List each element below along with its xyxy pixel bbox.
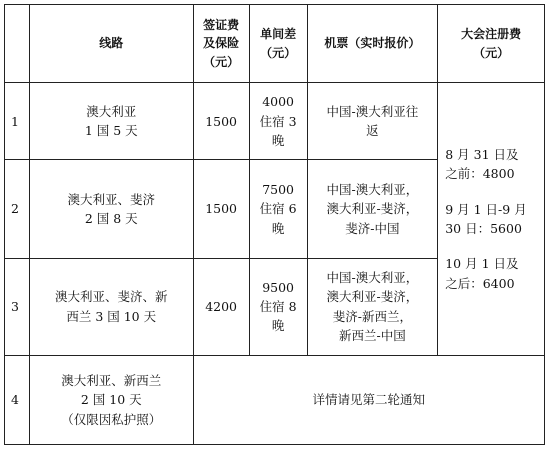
header-index <box>5 5 30 83</box>
single-supplement-cell: 9500 住宿 8 晚 <box>249 258 307 355</box>
header-air-ticket: 机票（实时报价） <box>307 5 438 83</box>
visa-fee-cell: 1500 <box>193 160 249 258</box>
second-notice-note: 详情请见第二轮通知 <box>193 355 544 444</box>
visa-fee-cell: 4200 <box>193 258 249 355</box>
row-number: 1 <box>5 83 30 160</box>
travel-fee-table <box>4 4 545 445</box>
ticket-cell: 中国-澳大利亚， 澳大利亚-斐济， 斐济-中国 <box>307 160 438 258</box>
header-visa-insurance: 签证费 及保险 （元） <box>193 5 249 83</box>
registration-fee-cell <box>438 83 545 356</box>
row-number: 4 <box>5 355 30 444</box>
table-row <box>5 355 545 444</box>
header-row <box>5 5 545 83</box>
ticket-cell: 中国-澳大利亚， 澳大利亚-斐济， 斐济-新西兰， 新西兰-中国 <box>307 258 438 355</box>
single-supplement-cell: 7500 住宿 6 晚 <box>249 160 307 258</box>
route-cell: 澳大利亚、斐济、新 西兰 3 国 10 天 <box>29 258 193 355</box>
header-single-supplement: 单间差 （元） <box>249 5 307 83</box>
route-cell: 澳大利亚 1 国 5 天 <box>29 83 193 160</box>
table-row <box>5 83 545 160</box>
registration-fee-tier: 9 月 1 日-9 月 30 日：5600 <box>445 201 527 236</box>
header-registration-fee: 大会注册费 （元） <box>438 5 545 83</box>
header-route: 线路 <box>29 5 193 83</box>
registration-fee-tier: 8 月 31 日及 之前：4800 <box>445 146 519 182</box>
visa-fee-cell: 1500 <box>193 83 249 160</box>
single-supplement-cell: 4000 住宿 3 晚 <box>249 83 307 160</box>
ticket-cell: 中国-澳大利亚往 返 <box>307 83 438 160</box>
route-cell: 澳大利亚、斐济 2 国 8 天 <box>29 160 193 258</box>
row-number: 3 <box>5 258 30 355</box>
registration-fee-tier: 10 月 1 日及 之后：6400 <box>445 256 519 291</box>
route-cell: 澳大利亚、新西兰 2 国 10 天 （仅限因私护照） <box>29 355 193 444</box>
row-number: 2 <box>5 160 30 258</box>
